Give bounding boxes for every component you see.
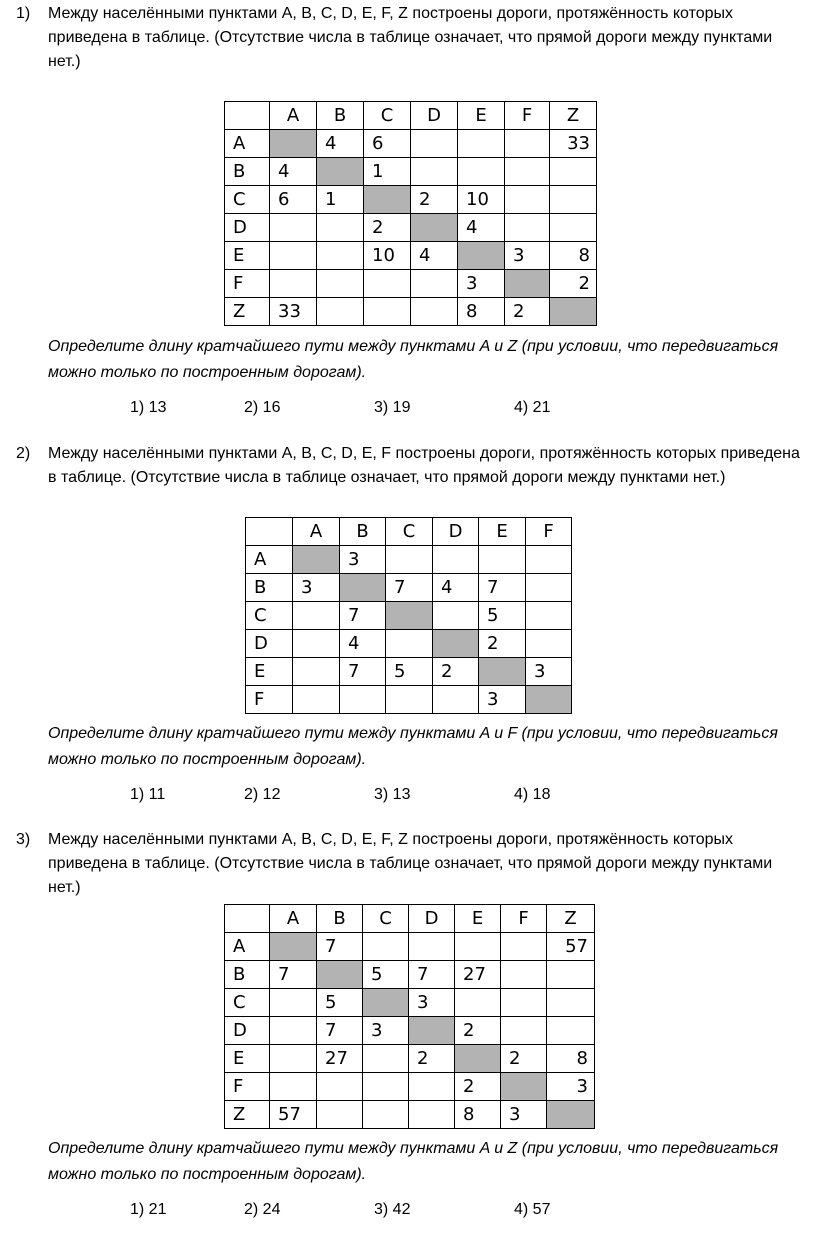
table-header-row [225, 102, 597, 130]
table-cell [363, 1073, 409, 1101]
table-cell [363, 1045, 409, 1073]
table-cell: 4 [433, 574, 479, 602]
table-cell: 3 [501, 1101, 547, 1129]
table-cell: 57 [270, 1101, 317, 1129]
table-cell [363, 989, 409, 1017]
table-cell [433, 630, 479, 658]
table-cell [386, 602, 433, 630]
column-header: A [270, 102, 317, 130]
table-cell: 2 [479, 630, 526, 658]
column-header: D [433, 518, 479, 546]
problem-number: 3) [16, 831, 31, 848]
table-cell: 2 [550, 270, 597, 298]
table-cell [547, 1017, 595, 1045]
table-cell: 8 [458, 298, 505, 326]
table-cell [411, 214, 458, 242]
table-cell [317, 242, 364, 270]
table-row [225, 1045, 595, 1073]
table-cell: 57 [547, 933, 595, 961]
table-cell [550, 214, 597, 242]
table-cell [550, 298, 597, 326]
table-cell [317, 270, 364, 298]
table-cell: 7 [479, 574, 526, 602]
problem-text: Между населёнными пунктами A, B, C, D, E, F построены дороги, протяжённость которых приведена в таблице. (Отсутствие числа в таблице означает, что прямой дороги между пунктами нет.) [48, 445, 800, 486]
column-header: B [317, 102, 364, 130]
corner-cell [225, 102, 270, 130]
table-row [225, 158, 597, 186]
table-cell: 3 [547, 1073, 595, 1101]
table-cell [411, 270, 458, 298]
table-cell: 8 [455, 1101, 501, 1129]
column-header: E [455, 905, 501, 933]
table-cell [293, 686, 340, 714]
table-cell: 27 [317, 1045, 363, 1073]
table-cell: 7 [386, 574, 433, 602]
table-cell: 2 [455, 1073, 501, 1101]
table-cell: 33 [550, 130, 597, 158]
table-cell: 8 [547, 1045, 595, 1073]
problem-number: 1) [16, 5, 31, 22]
table-cell: 4 [317, 130, 364, 158]
row-header: C [246, 602, 293, 630]
distance-table [224, 904, 595, 1129]
row-header: B [225, 158, 270, 186]
table-cell [364, 298, 411, 326]
table-cell: 6 [364, 130, 411, 158]
table-cell [526, 546, 572, 574]
row-header: F [225, 1073, 270, 1101]
table-cell: 4 [458, 214, 505, 242]
table-cell: 3 [363, 1017, 409, 1045]
answer-options [0, 396, 816, 420]
table-cell [317, 214, 364, 242]
table-cell [526, 630, 572, 658]
table-cell [458, 130, 505, 158]
table-cell [409, 933, 455, 961]
table-cell [317, 961, 363, 989]
table-cell: 3 [293, 574, 340, 602]
table-row [225, 214, 597, 242]
table-cell [270, 1045, 317, 1073]
column-header: C [363, 905, 409, 933]
table-row [225, 130, 597, 158]
table-cell: 7 [340, 658, 386, 686]
table-cell [386, 546, 433, 574]
table-cell [526, 686, 572, 714]
table-cell [340, 686, 386, 714]
table-cell [433, 602, 479, 630]
row-header: A [225, 933, 270, 961]
table-cell [364, 186, 411, 214]
table-cell [505, 270, 550, 298]
row-header: Z [225, 1101, 270, 1129]
table-cell [455, 989, 501, 1017]
table-cell [293, 658, 340, 686]
table-cell [411, 130, 458, 158]
table-cell [505, 158, 550, 186]
table-cell [293, 546, 340, 574]
table-cell: 2 [501, 1045, 547, 1073]
answer-option-1: 1) 11 [130, 786, 166, 803]
table-cell [505, 130, 550, 158]
table-cell: 10 [458, 186, 505, 214]
distance-table [224, 101, 597, 326]
table-row [225, 1101, 595, 1129]
problem-text: Между населёнными пунктами A, B, C, D, E, F, Z построены дороги, протяжённость которых приведена в таблице. (Отсутствие числа в таблице означает, что прямой дороги между пунктами нет.) [48, 831, 773, 896]
table-cell [270, 1017, 317, 1045]
table-row [246, 686, 572, 714]
table-cell: 7 [409, 961, 455, 989]
table-row [246, 574, 572, 602]
table-cell: 1 [317, 186, 364, 214]
table-cell [386, 686, 433, 714]
table-cell [550, 186, 597, 214]
column-header: Z [550, 102, 597, 130]
row-header: E [225, 1045, 270, 1073]
table-cell: 8 [550, 242, 597, 270]
answer-option-2: 2) 16 [244, 399, 281, 416]
answer-options [0, 783, 816, 807]
table-cell: 3 [409, 989, 455, 1017]
row-header: B [246, 574, 293, 602]
table-cell: 3 [526, 658, 572, 686]
table-cell: 2 [433, 658, 479, 686]
column-header: C [364, 102, 411, 130]
table-cell [433, 546, 479, 574]
table-cell: 2 [505, 298, 550, 326]
table-cell: 33 [270, 298, 317, 326]
answer-option-3: 3) 13 [374, 786, 411, 803]
table-row [246, 602, 572, 630]
table-cell [317, 1073, 363, 1101]
column-header: B [340, 518, 386, 546]
column-header: D [409, 905, 455, 933]
table-cell [547, 1101, 595, 1129]
table-cell [411, 158, 458, 186]
table-cell [270, 242, 317, 270]
table-cell [458, 158, 505, 186]
table-cell: 5 [479, 602, 526, 630]
problem-text: Между населёнными пунктами A, B, C, D, E, F, Z построены дороги, протяжённость которых приведена в таблице. (Отсутствие числа в таблице означает, что прямой дороги между пунктами нет.) [48, 5, 773, 70]
table-cell: 4 [340, 630, 386, 658]
answer-option-2: 2) 24 [244, 1201, 281, 1218]
column-header: C [386, 518, 433, 546]
table-cell: 3 [505, 242, 550, 270]
table-cell [501, 1017, 547, 1045]
table-cell: 2 [411, 186, 458, 214]
row-header: F [225, 270, 270, 298]
table-row [246, 658, 572, 686]
column-header: F [526, 518, 572, 546]
table-cell [340, 574, 386, 602]
table-cell [547, 961, 595, 989]
table-cell [317, 1101, 363, 1129]
table-cell: 6 [270, 186, 317, 214]
answer-option-2: 2) 12 [244, 786, 281, 803]
question-text: Определите длину кратчайшего пути между пунктами A и Z (при условии, что передвигаться можно только по построенным дорогам). [48, 338, 779, 381]
row-header: E [225, 242, 270, 270]
column-header: D [411, 102, 458, 130]
table-cell [501, 1073, 547, 1101]
table-row [225, 1073, 595, 1101]
table-cell: 7 [317, 1017, 363, 1045]
row-header: C [225, 989, 270, 1017]
row-header: A [225, 130, 270, 158]
table-cell [363, 933, 409, 961]
table-row [225, 242, 597, 270]
table-row [225, 270, 597, 298]
table-cell: 5 [386, 658, 433, 686]
table-cell [270, 989, 317, 1017]
table-cell [270, 1073, 317, 1101]
column-header: A [293, 518, 340, 546]
column-header: B [317, 905, 363, 933]
answer-option-4: 4) 18 [514, 786, 551, 803]
answer-option-3: 3) 19 [374, 399, 411, 416]
table-cell: 2 [409, 1045, 455, 1073]
table-row [225, 933, 595, 961]
table-cell [501, 961, 547, 989]
table-cell [458, 242, 505, 270]
table-cell [433, 686, 479, 714]
table-header-row [246, 518, 572, 546]
table-cell [386, 630, 433, 658]
table-header-row [225, 905, 595, 933]
table-row [225, 961, 595, 989]
table-cell [479, 658, 526, 686]
row-header: C [225, 186, 270, 214]
row-header: E [246, 658, 293, 686]
answer-option-4: 4) 57 [514, 1201, 551, 1218]
table-cell [409, 1101, 455, 1129]
row-header: A [246, 546, 293, 574]
table-cell: 5 [317, 989, 363, 1017]
table-row [225, 989, 595, 1017]
row-header: D [225, 1017, 270, 1045]
row-header: D [246, 630, 293, 658]
table-cell [501, 989, 547, 1017]
answer-option-4: 4) 21 [514, 399, 551, 416]
table-cell [547, 989, 595, 1017]
table-cell [293, 602, 340, 630]
table-cell: 2 [364, 214, 411, 242]
corner-cell [246, 518, 293, 546]
table-cell: 1 [364, 158, 411, 186]
table-cell [411, 298, 458, 326]
table-cell: 3 [458, 270, 505, 298]
table-cell [479, 546, 526, 574]
table-row [246, 546, 572, 574]
answer-option-1: 1) 21 [130, 1201, 167, 1218]
table-cell [455, 933, 501, 961]
table-cell: 7 [270, 961, 317, 989]
column-header: Z [547, 905, 595, 933]
table-cell [409, 1017, 455, 1045]
table-cell: 3 [340, 546, 386, 574]
table-cell: 27 [455, 961, 501, 989]
table-cell [550, 158, 597, 186]
column-header: E [479, 518, 526, 546]
table-cell: 10 [364, 242, 411, 270]
table-cell [526, 602, 572, 630]
problem-number: 2) [16, 445, 31, 462]
table-cell [526, 574, 572, 602]
table-cell [270, 130, 317, 158]
table-cell [270, 933, 317, 961]
question-text: Определите длину кратчайшего пути между пунктами A и F (при условии, что передвигаться можно только по построенным дорогам). [48, 725, 778, 768]
table-cell: 7 [317, 933, 363, 961]
question-text: Определите длину кратчайшего пути между пунктами A и Z (при условии, что передвигаться можно только по построенным дорогам). [48, 1140, 779, 1183]
row-header: B [225, 961, 270, 989]
row-header: F [246, 686, 293, 714]
table-cell [270, 270, 317, 298]
table-row [225, 298, 597, 326]
table-cell [409, 1073, 455, 1101]
table-cell: 5 [363, 961, 409, 989]
answer-option-1: 1) 13 [130, 399, 167, 416]
corner-cell [225, 905, 270, 933]
row-header: Z [225, 298, 270, 326]
table-cell: 2 [455, 1017, 501, 1045]
table-cell [505, 186, 550, 214]
answer-option-3: 3) 42 [374, 1201, 411, 1218]
table-cell [501, 933, 547, 961]
table-cell [455, 1045, 501, 1073]
column-header: E [458, 102, 505, 130]
table-cell [364, 270, 411, 298]
table-cell: 4 [270, 158, 317, 186]
table-cell [270, 214, 317, 242]
table-row [225, 1017, 595, 1045]
table-cell [363, 1101, 409, 1129]
table-row [246, 630, 572, 658]
answer-options [0, 1198, 816, 1222]
distance-table [245, 517, 572, 714]
table-cell: 4 [411, 242, 458, 270]
table-row [225, 186, 597, 214]
column-header: A [270, 905, 317, 933]
column-header: F [505, 102, 550, 130]
column-header: F [501, 905, 547, 933]
row-header: D [225, 214, 270, 242]
table-cell [317, 298, 364, 326]
table-cell [505, 214, 550, 242]
table-cell [293, 630, 340, 658]
table-cell [317, 158, 364, 186]
table-cell: 7 [340, 602, 386, 630]
table-cell: 3 [479, 686, 526, 714]
